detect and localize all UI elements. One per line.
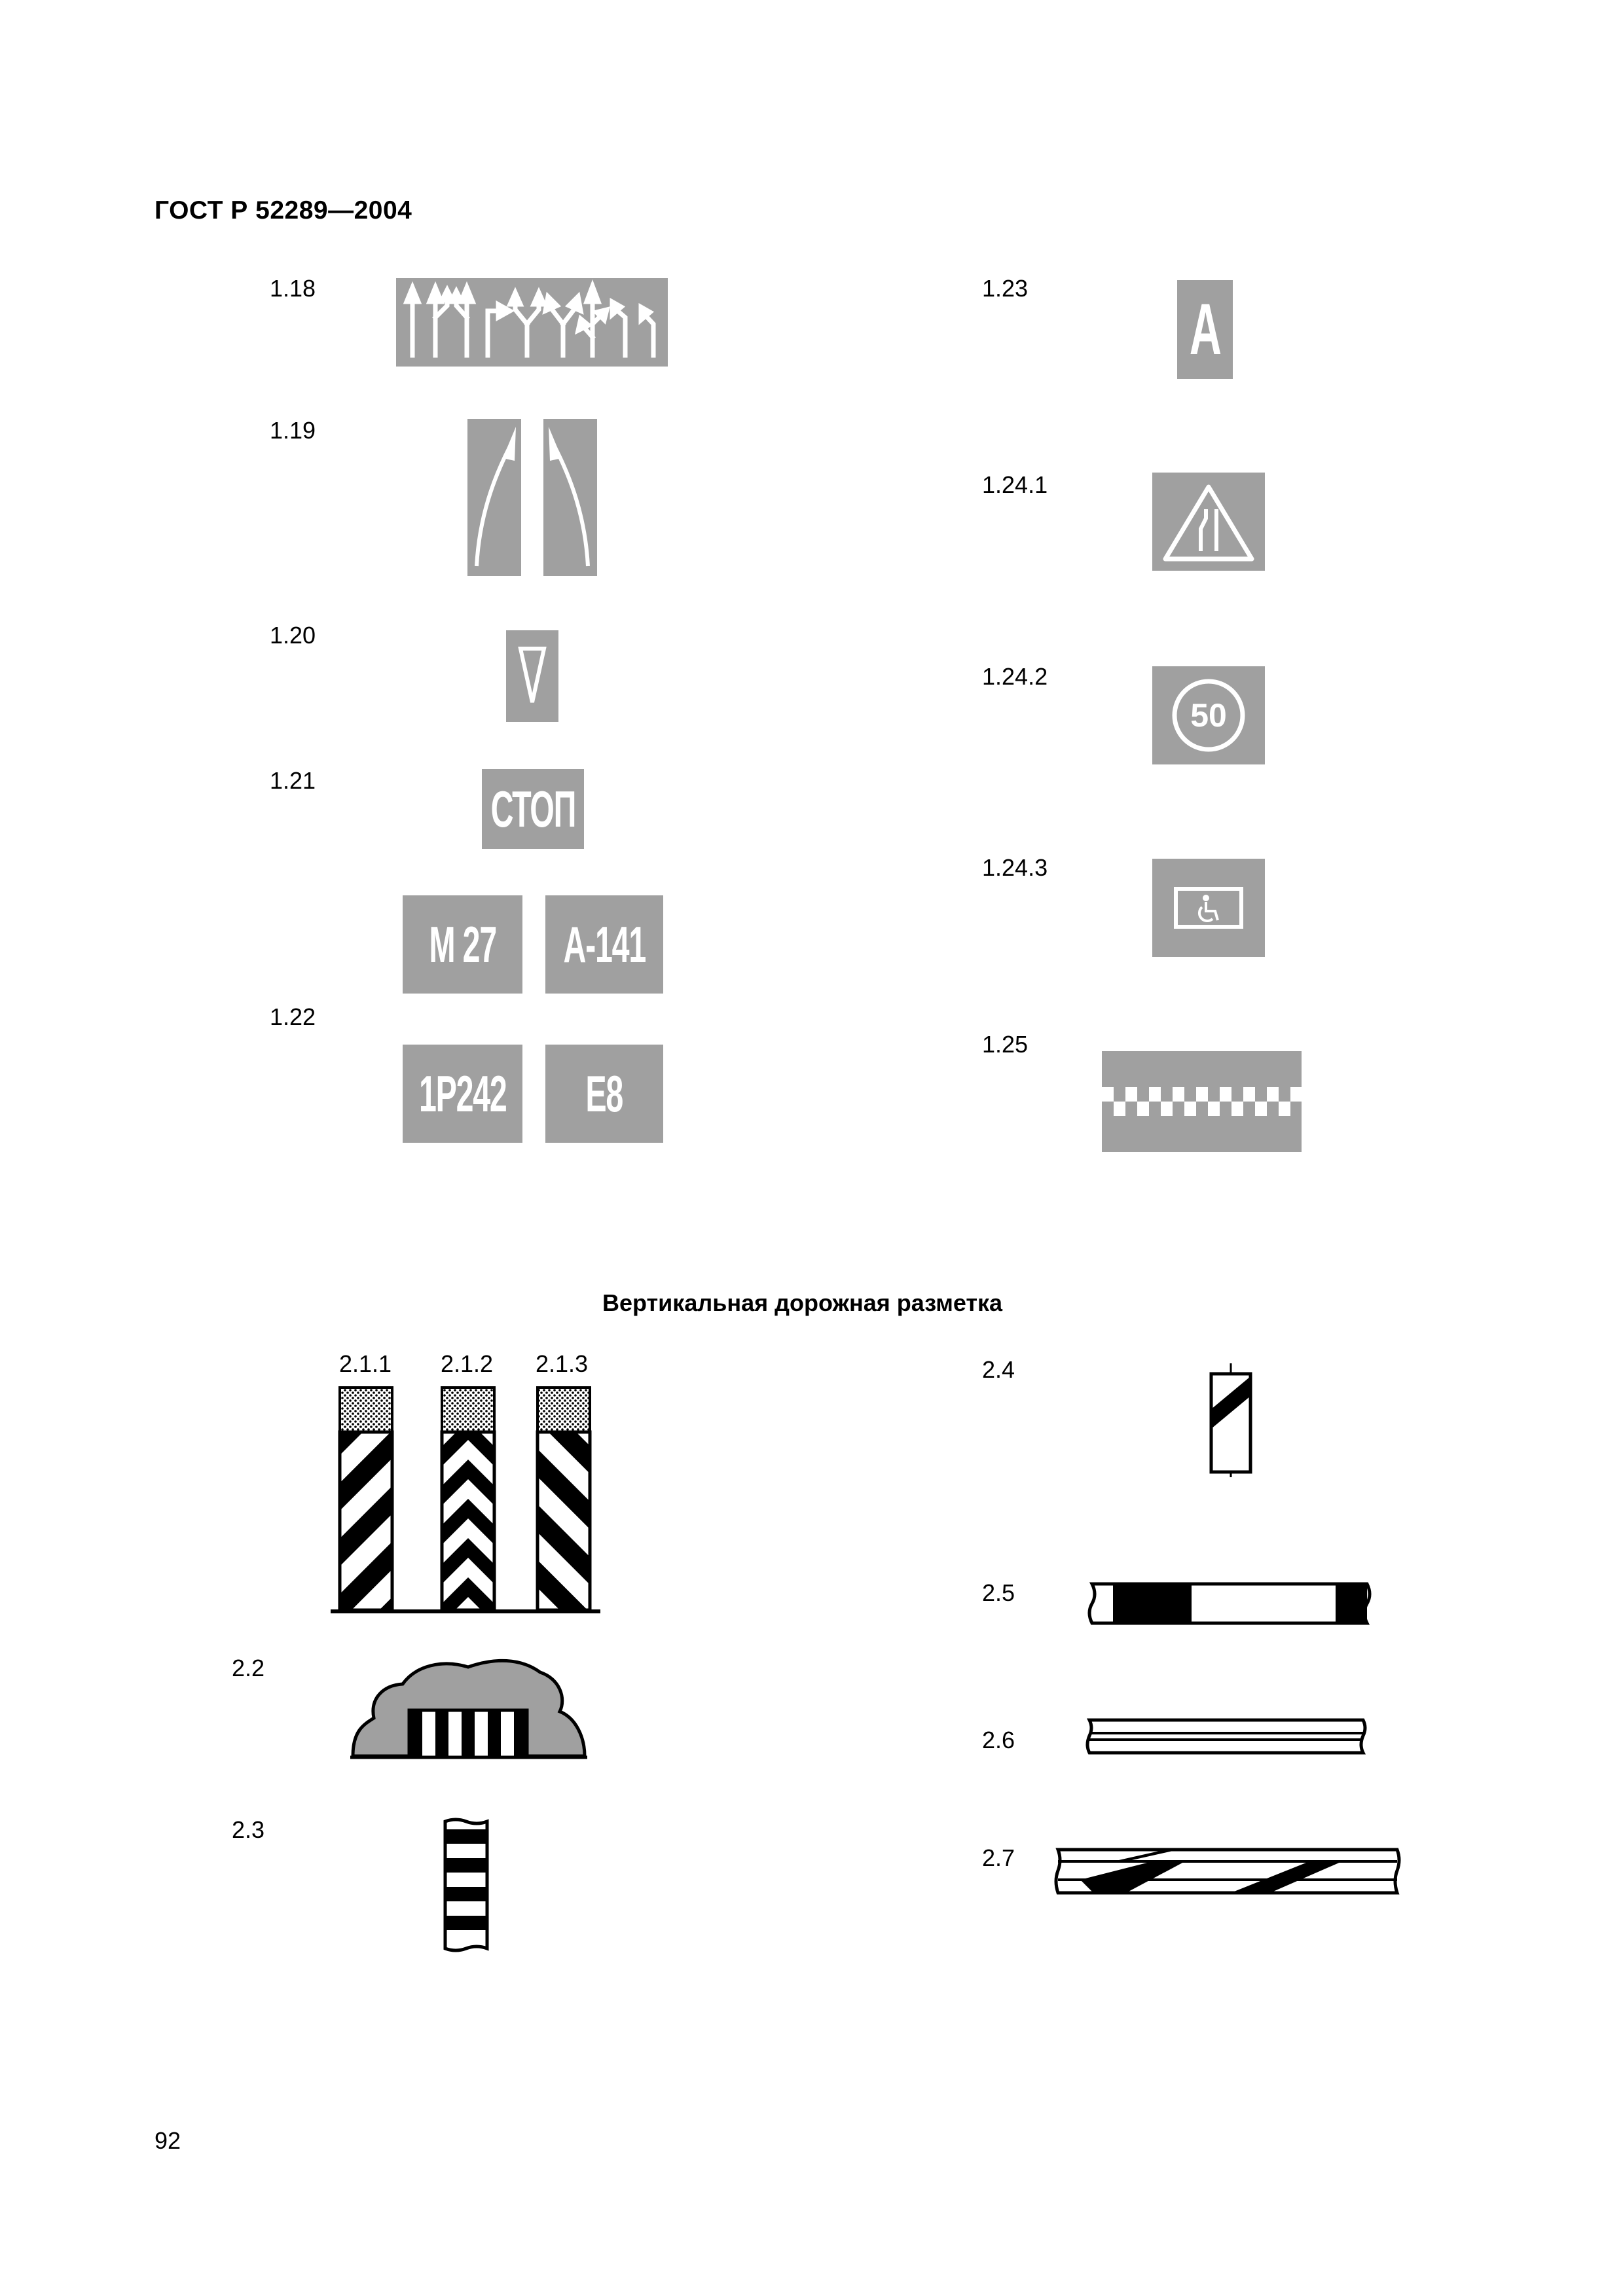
marking-label-2-7: 2.7 — [982, 1844, 1015, 1871]
speed-limit-value: 50 — [1190, 697, 1227, 734]
route-plate-2: А-141 — [545, 895, 663, 994]
stop-text: СТОП — [490, 780, 575, 838]
marking-label-1-24-2: 1.24.2 — [982, 663, 1048, 690]
speed-limit-sign-icon — [1152, 666, 1265, 764]
lane-arrows-marking-1-18 — [396, 278, 668, 367]
merge-left-arrow-icon — [467, 419, 521, 576]
marking-label-2-2: 2.2 — [232, 1655, 265, 1681]
yield-triangle-icon — [506, 630, 558, 722]
route-plate-3: 1Р242 — [403, 1045, 522, 1143]
marking-label-1-22: 1.22 — [270, 1003, 316, 1030]
marking-label-1-25: 1.25 — [982, 1031, 1029, 1058]
barrier-marking-2-7 — [1054, 1846, 1401, 1897]
guide-post-marking-2-4 — [1205, 1363, 1257, 1481]
disabled-parking-sign-icon — [1152, 859, 1265, 957]
barrier-marking-2-5 — [1087, 1580, 1374, 1627]
marking-label-2-1-3: 2.1.3 — [536, 1350, 589, 1377]
marking-label-1-20: 1.20 — [270, 622, 316, 649]
marking-label-1-19: 1.19 — [270, 417, 316, 444]
barrier-marking-2-6 — [1085, 1716, 1367, 1757]
merge-right-arrow-icon — [543, 419, 597, 576]
road-narrows-sign-icon — [1152, 473, 1265, 571]
marking-label-1-24-1: 1.24.1 — [982, 471, 1048, 498]
marking-label-1-23: 1.23 — [982, 275, 1029, 302]
marking-label-1-24-3: 1.24.3 — [982, 854, 1048, 881]
marking-label-2-5: 2.5 — [982, 1579, 1015, 1606]
route-plate-4: Е8 — [545, 1045, 663, 1143]
tunnel-portal-marking-2-2 — [350, 1653, 587, 1761]
marking-label-2-3: 2.3 — [232, 1816, 265, 1843]
page-number: 92 — [155, 2127, 181, 2154]
document-header: ГОСТ Р 52289—2004 — [155, 196, 412, 224]
route-plate-1: М 27 — [403, 895, 522, 994]
checkered-marking-1-25 — [1102, 1051, 1302, 1152]
posts-marking-2-1 — [331, 1381, 600, 1623]
bus-lane-letter-marking: А — [1177, 280, 1233, 379]
pillar-marking-2-3 — [443, 1816, 490, 1954]
marking-label-2-6: 2.6 — [982, 1727, 1015, 1753]
section-title: Вертикальная дорожная разметка — [602, 1289, 1003, 1316]
marking-label-1-21: 1.21 — [270, 767, 316, 794]
marking-label-2-1-1: 2.1.1 — [339, 1350, 392, 1377]
marking-label-2-4: 2.4 — [982, 1356, 1015, 1383]
marking-label-2-1-2: 2.1.2 — [441, 1350, 494, 1377]
marking-label-1-18: 1.18 — [270, 275, 316, 302]
stop-marking-1-21 — [482, 769, 584, 849]
